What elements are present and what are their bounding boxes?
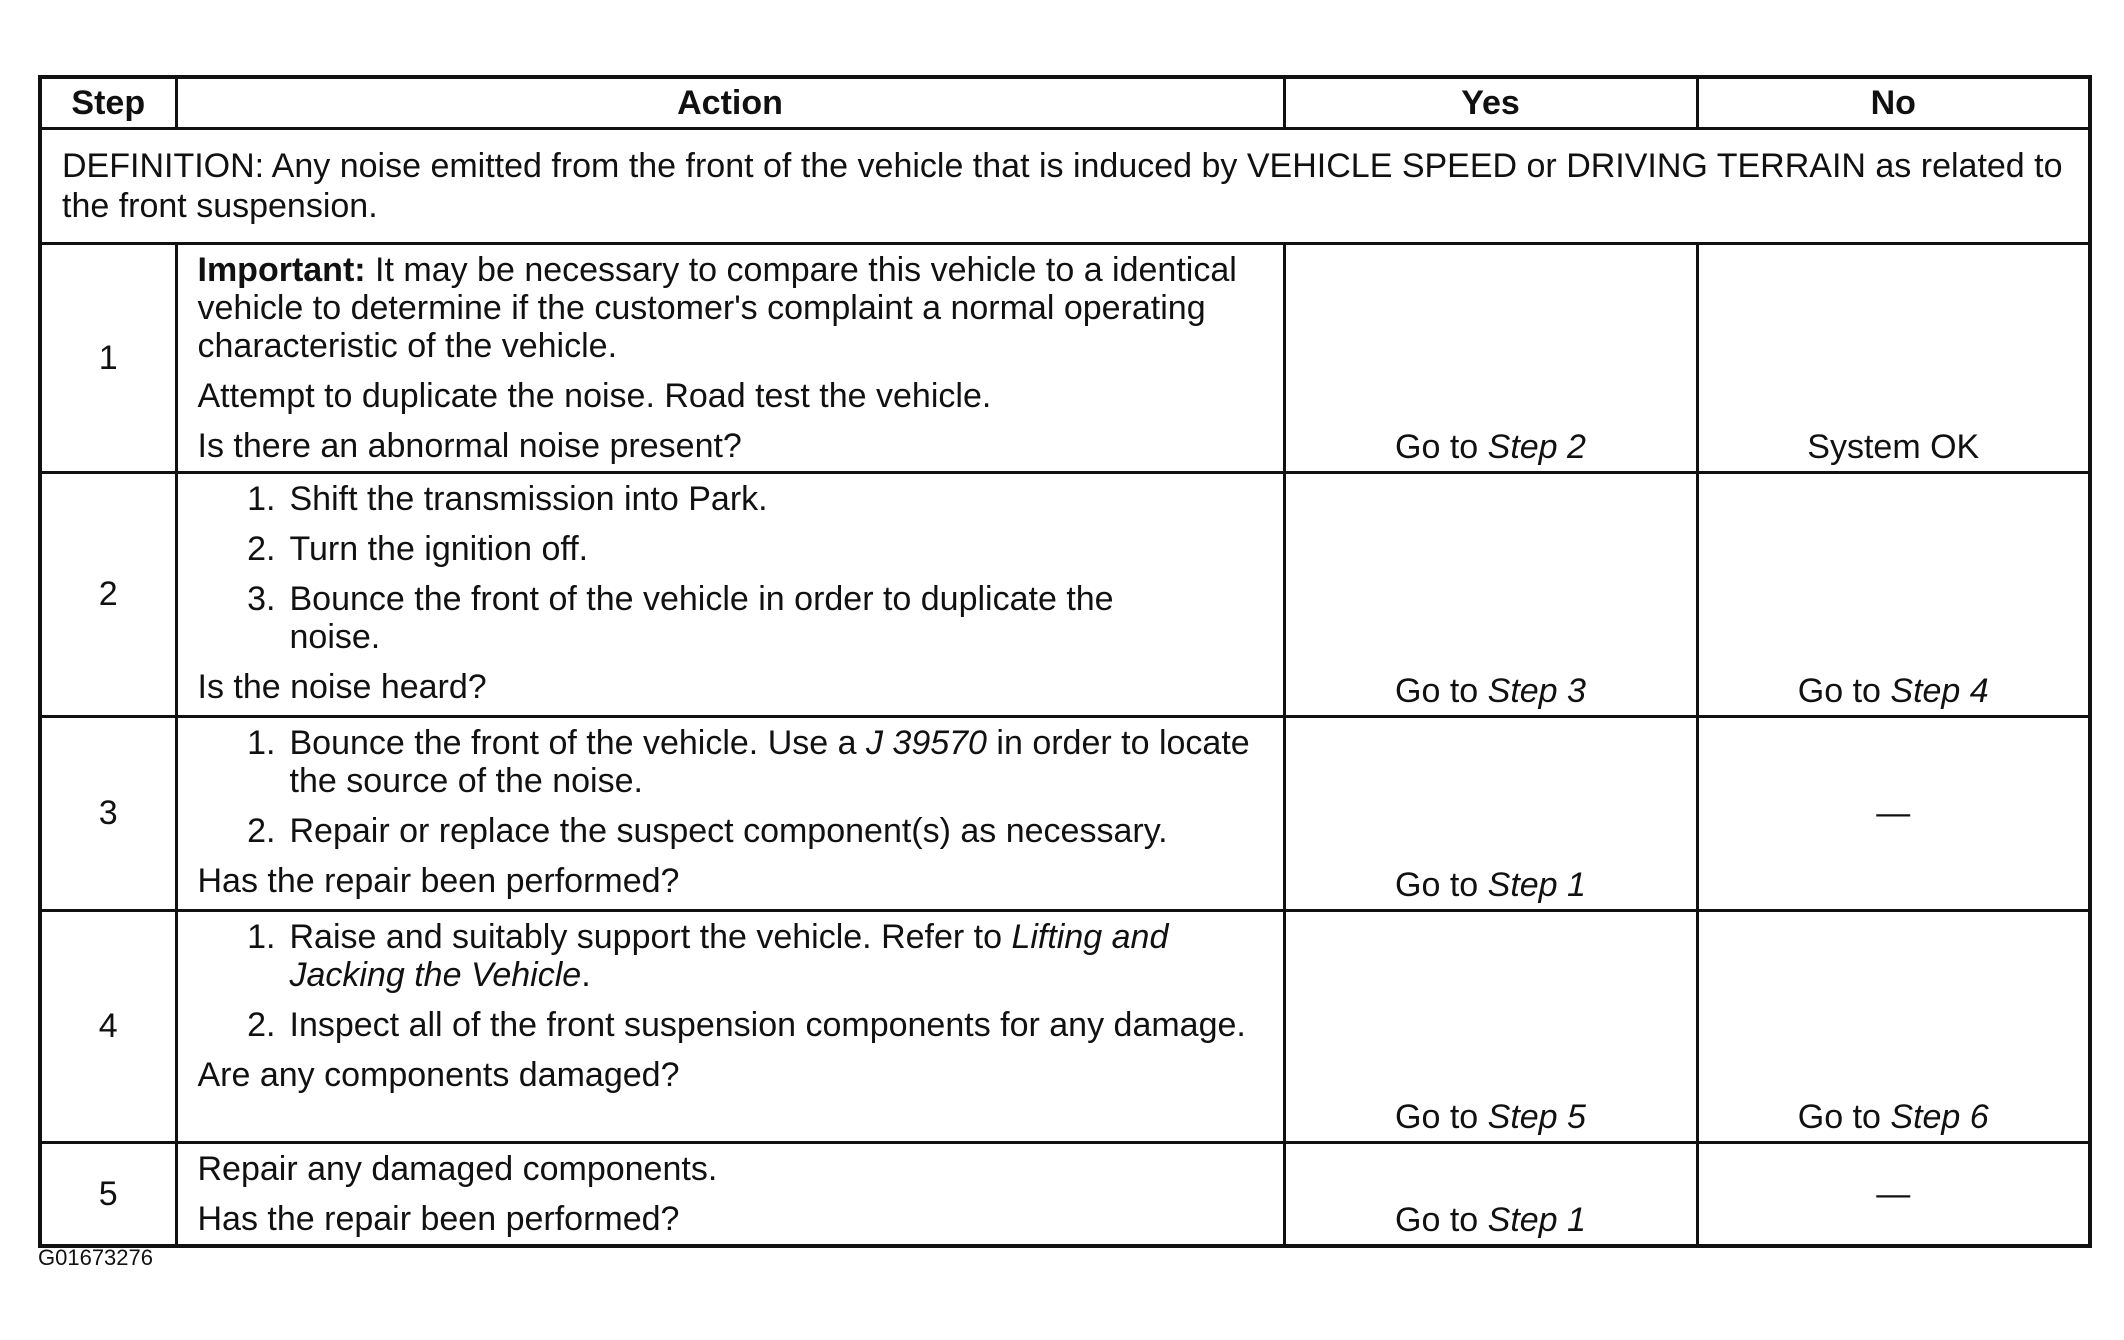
item-text-a: Raise and suitably support the vehicle. Refer to — [289, 918, 1012, 956]
header-row — [40, 77, 2090, 129]
yes-prefix: Go to — [1395, 1201, 1488, 1239]
header-action: Action — [176, 77, 1284, 129]
action-list-item — [198, 480, 1269, 518]
action-cell — [176, 473, 1284, 717]
item-text-b: . — [581, 956, 591, 994]
step-number: 1 — [40, 244, 176, 473]
step-number: 3 — [40, 717, 176, 911]
yes-cell — [1284, 911, 1697, 1143]
item-number: 1. — [247, 724, 276, 762]
item-text: Bounce the front of the vehicle in order to duplicate the noise. — [289, 580, 1114, 656]
item-number: 2. — [247, 1006, 276, 1044]
no-cell — [1697, 473, 2090, 717]
no-cell: — — [1697, 1143, 2090, 1247]
item-text: Inspect all of the front suspension components for any damage. — [289, 1006, 1246, 1044]
action-cell — [176, 1143, 1284, 1247]
item-number: 2. — [247, 530, 276, 568]
action-list-item — [198, 580, 1269, 656]
no-cell: System OK — [1697, 244, 2090, 473]
yes-prefix: Go to — [1395, 428, 1488, 466]
figure-id: G01673276 — [38, 1245, 153, 1270]
action-cell — [176, 717, 1284, 911]
action-question: Has the repair been performed? — [197, 862, 680, 900]
header-yes: Yes — [1284, 77, 1697, 129]
action-list-item — [198, 724, 1269, 800]
no-step-link[interactable]: Step 4 — [1890, 672, 1989, 710]
yes-prefix: Go to — [1395, 672, 1488, 710]
yes-step-link[interactable]: Step 1 — [1487, 866, 1586, 904]
yes-cell — [1284, 1143, 1697, 1247]
action-question: Are any components damaged? — [197, 1056, 680, 1094]
action-question: Is the noise heard? — [197, 668, 487, 706]
no-prefix: Go to — [1797, 672, 1891, 710]
yes-step-link[interactable]: Step 2 — [1487, 428, 1586, 466]
yes-cell — [1284, 473, 1697, 717]
header-no: No — [1697, 77, 2090, 129]
yes-prefix: Go to — [1395, 1098, 1488, 1136]
no-cell — [1697, 911, 2090, 1143]
item-number: 2. — [247, 812, 276, 850]
table-row — [40, 717, 2090, 911]
item-text: Turn the ignition off. — [289, 530, 589, 568]
definition-row — [40, 129, 2090, 244]
table-row — [40, 244, 2090, 473]
action-cell — [176, 911, 1284, 1143]
definition-text: DEFINITION: Any noise emitted from the front of the vehicle that is induced by VEHICLE SPEED or DRIVING TERRAIN as related to the front suspension. — [40, 129, 2090, 244]
item-text-a: Bounce the front of the vehicle. Use a — [289, 724, 866, 762]
item-number: 1. — [247, 918, 276, 956]
no-cell: — — [1697, 717, 2090, 911]
item-text-b: in order to locate the source of the noise. — [289, 724, 1250, 800]
item-text: Repair or replace the suspect component(s) as necessary. — [289, 812, 1168, 850]
action-question: Is there an abnormal noise present? — [197, 427, 742, 465]
step-number: 2 — [40, 473, 176, 717]
table-row — [40, 1143, 2090, 1247]
procedure-reference-link[interactable]: Lifting and Jacking the Vehicle — [289, 918, 1169, 994]
action-list-item — [198, 918, 1269, 994]
item-number: 3. — [247, 580, 276, 618]
item-text: Shift the transmission into Park. — [289, 480, 768, 518]
action-line: Attempt to duplicate the noise. Road test the vehicle. — [197, 377, 992, 415]
step-number: 4 — [40, 911, 176, 1143]
yes-step-link[interactable]: Step 5 — [1487, 1098, 1586, 1136]
important-note — [198, 251, 1269, 365]
yes-cell — [1284, 717, 1697, 911]
action-question: Has the repair been performed? — [197, 1200, 680, 1238]
action-list-item — [198, 530, 1269, 568]
important-text: It may be necessary to compare this vehicle to a identical vehicle to determine if the customer's complaint a normal operating characteristic of the vehicle. — [197, 251, 1237, 365]
header-step: Step — [40, 77, 176, 129]
yes-step-link[interactable]: Step 3 — [1487, 672, 1586, 710]
item-number: 1. — [247, 480, 276, 518]
action-cell — [176, 244, 1284, 473]
item-text — [290, 724, 1269, 800]
no-step-link[interactable]: Step 6 — [1890, 1098, 1989, 1136]
yes-prefix: Go to — [1395, 866, 1488, 904]
action-list-item — [198, 1006, 1269, 1044]
table-row — [40, 473, 2090, 717]
diagnostic-table — [38, 75, 2092, 1248]
yes-cell — [1284, 244, 1697, 473]
important-label: Important: — [197, 251, 366, 289]
yes-step-link[interactable]: Step 1 — [1487, 1201, 1586, 1239]
table-row — [40, 911, 2090, 1143]
tool-reference: J 39570 — [865, 724, 987, 762]
action-line: Repair any damaged components. — [197, 1150, 718, 1188]
item-text — [290, 918, 1269, 994]
step-number: 5 — [40, 1143, 176, 1247]
no-prefix: Go to — [1797, 1098, 1891, 1136]
action-list-item — [198, 812, 1269, 850]
